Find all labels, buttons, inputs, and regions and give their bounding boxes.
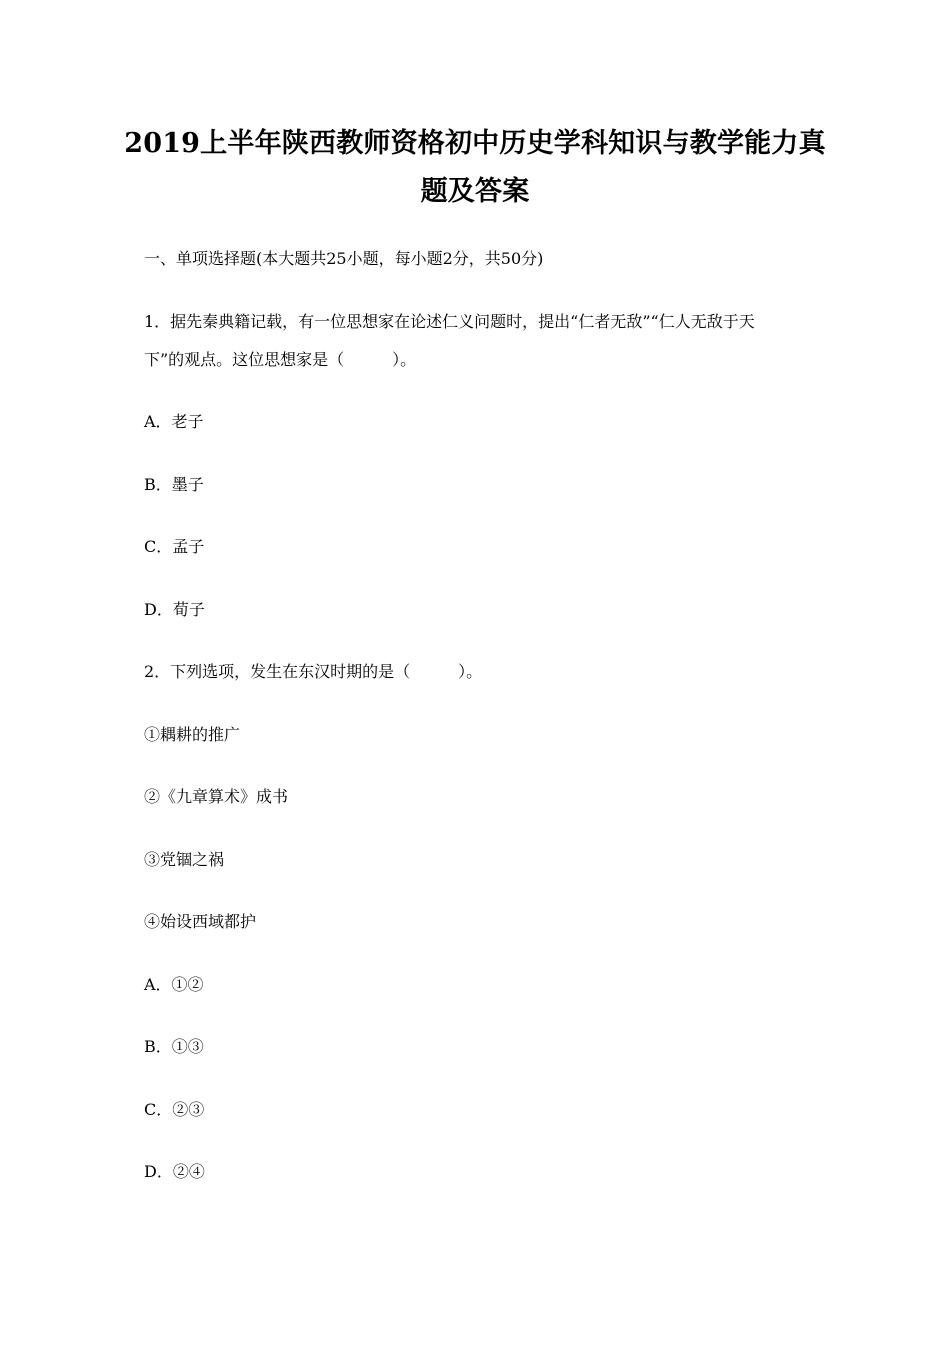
question-2-stem: 2．下列选项，发生在东汉时期的是（ ）。 bbox=[144, 662, 483, 681]
question-1-stem-line-1: 1．据先秦典籍记载，有一位思想家在论述仁义问题时，提出“仁者无敌”“仁人无敌于天 bbox=[144, 312, 755, 331]
question-2-option-c: C．②③ bbox=[144, 1100, 205, 1119]
question-1-option-c: C．孟子 bbox=[144, 537, 205, 556]
question-2-statement-1: ①耦耕的推广 bbox=[144, 725, 241, 744]
question-2-option-b: B．①③ bbox=[144, 1037, 204, 1056]
question-1-stem-line-2: 下”的观点。这位思想家是（ ）。 bbox=[144, 350, 417, 369]
question-1-option-d: D．荀子 bbox=[144, 600, 205, 619]
question-2-statement-3: ③党锢之祸 bbox=[144, 850, 225, 869]
document-title-line-2: 题及答案 bbox=[420, 176, 530, 207]
question-1-option-a: A．老子 bbox=[144, 412, 204, 431]
document-title-line-1: 2019上半年陕西教师资格初中历史学科知识与教学能力真 bbox=[124, 128, 826, 159]
question-1-option-b: B．墨子 bbox=[144, 475, 204, 494]
section-heading: 一、单项选择题(本大题共25小题，每小题2分，共50分) bbox=[144, 249, 544, 268]
question-2-statement-2: ②《九章算术》成书 bbox=[144, 787, 289, 806]
question-2-option-a: A．①② bbox=[144, 975, 204, 994]
question-2-statement-4: ④始设西域都护 bbox=[144, 912, 257, 931]
question-2-option-d: D．②④ bbox=[144, 1162, 205, 1181]
